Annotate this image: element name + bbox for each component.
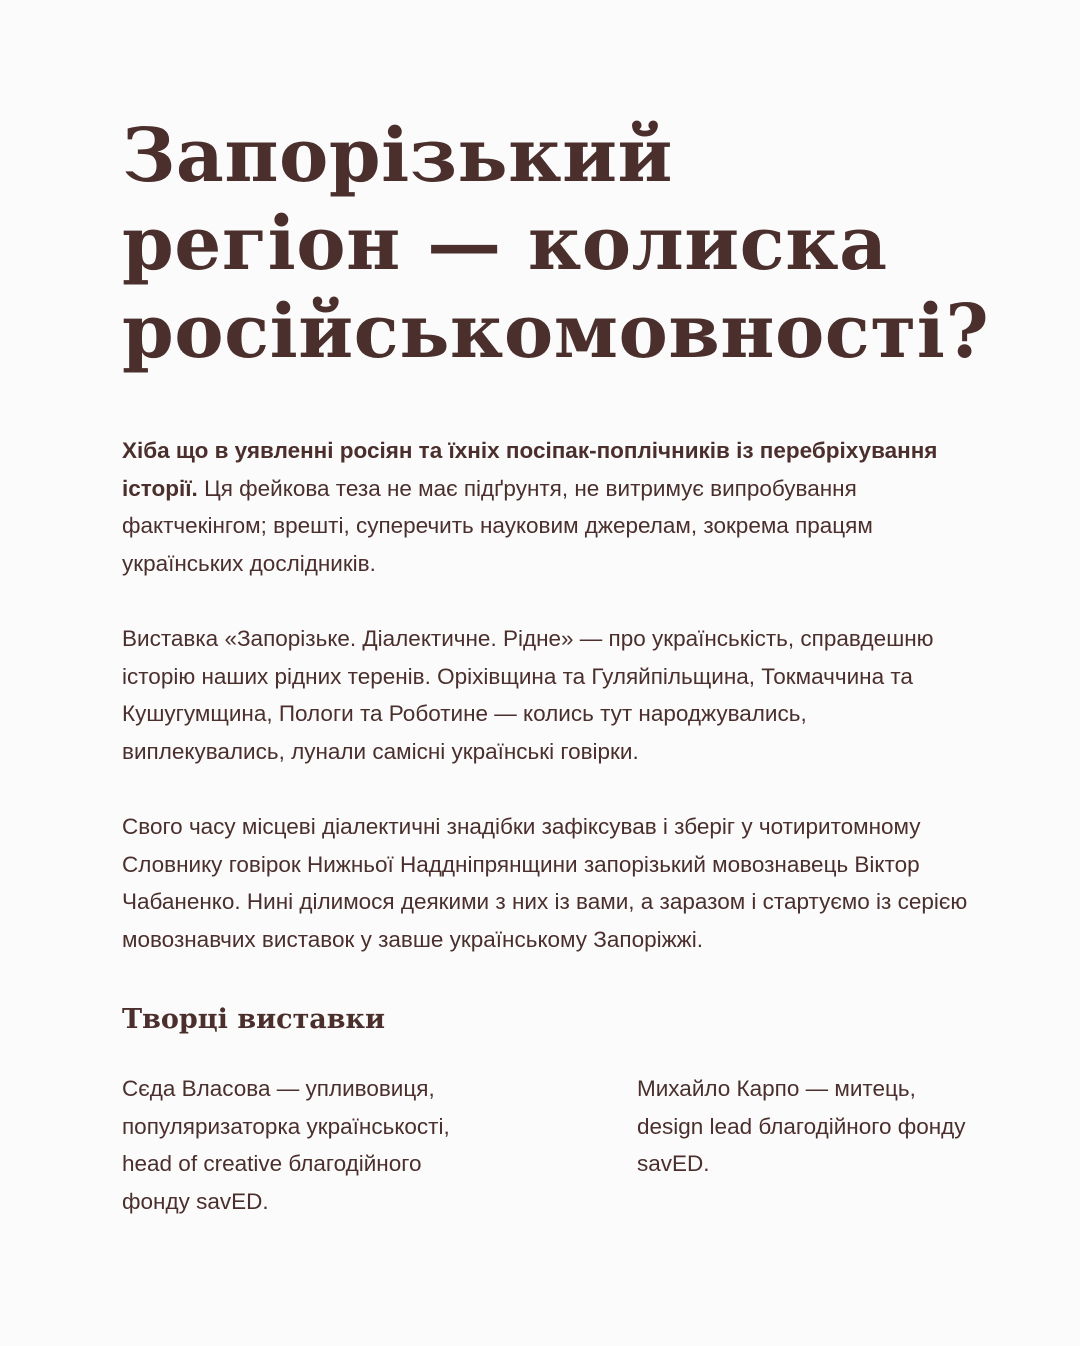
title-line-3: російськомовності? [122,289,990,375]
title-line-2: регіон — колиска [122,201,888,287]
intro-paragraph [122,432,972,582]
creators-heading: Творці виставки [122,1004,386,1035]
title-line-1: Запорізький [122,113,673,199]
intro-rest: Ця фейкова теза не має підґрунтя, не витримує випробування фактчекінгом; врешті, суперечить науковим джерелам, зокрема працям українських дослідників. [122,475,873,576]
creator-seda-vlasova: Сєда Власова — упливовиця, популяризаторка українськості, head of creative благодійного фонду savED. [122,1076,450,1214]
page-content [122,112,990,1220]
creator-mykhailo-karpo: Михайло Карпо — митець, design lead благодійного фонду savED. [637,1076,966,1176]
dictionary-paragraph: Свого часу місцеві діалектичні знадібки зафіксував і зберіг у чотиритомному Словнику говірок Нижньої Наддніпрянщини запорізький мовознавець Віктор Чабаненко. Нині ділимося деякими з них із вами, а заразом і стартуємо із серією мовознавчих виставок у завше українському Запоріжжі. [122,814,968,952]
intro-lead: Хіба що в уявленні росіян та їхніх посіпак-поплічників із перебріхування історії. [122,438,938,501]
page-title [122,112,990,376]
exhibition-paragraph: Виставка «Запорізьке. Діалектичне. Рідне» — про українськість, справдешню історію наших рідних теренів. Оріхівщина та Гуляйпільщина, Токмаччина та Кушугумщина, Пологи та Роботине — колись тут народжувались, виплекувались, лунали самісні українські говірки. [122,626,934,764]
creators-list [122,1070,982,1220]
